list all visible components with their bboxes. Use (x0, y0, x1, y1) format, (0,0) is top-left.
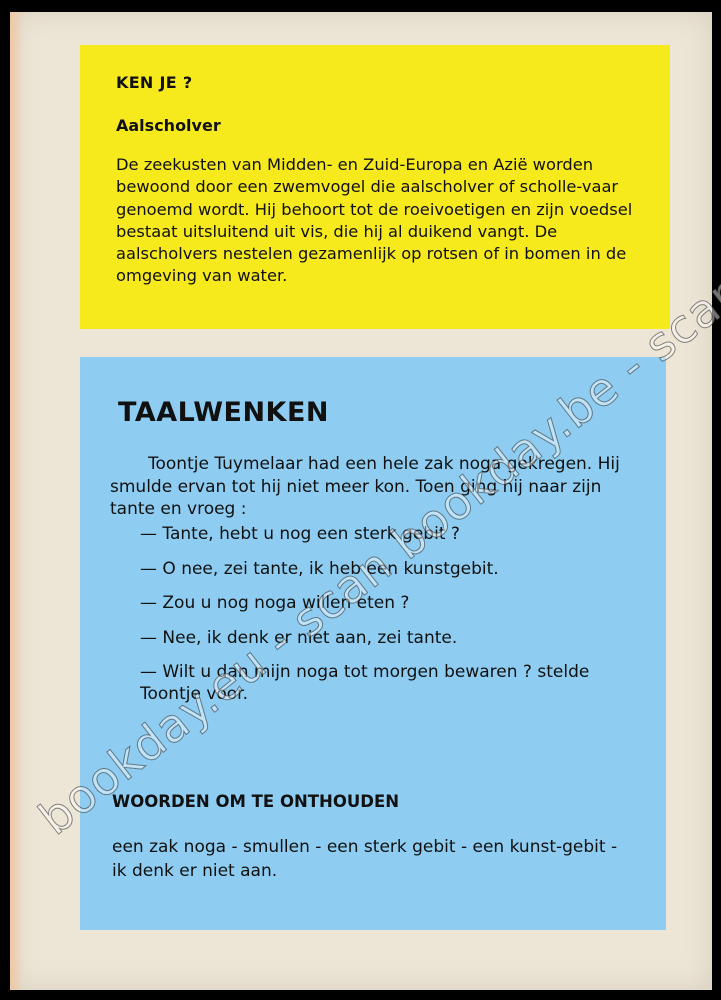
dialogue-line: — Zou u nog noga willen eten ? (140, 593, 410, 613)
language-tips-title: TAALWENKEN (118, 397, 330, 428)
cover-edge (10, 12, 24, 990)
story-intro: Toontje Tuymelaar had een hele zak noga gekregen. Hij smulde ervan tot hij niet meer kon. Toen ging hij naar zijn tante en vroeg : (110, 454, 620, 519)
dialogue-line: — O nee, zei tante, ik heb een kunstgebit. (140, 558, 499, 579)
dialogue-line: — Tante, hebt u nog een sterk gebit ? (140, 524, 460, 544)
did-you-know-box (80, 45, 670, 329)
language-tips-box (80, 357, 666, 930)
dialogue-line: — Nee, ik denk er niet aan, zei tante. (140, 627, 458, 648)
words-to-remember-heading: WOORDEN OM TE ONTHOUDEN (112, 792, 400, 811)
did-you-know-heading: KEN JE ? (116, 73, 193, 92)
words-to-remember-list: een zak noga - smullen - een sterk gebit - een kunst-gebit - ik denk er niet aan. (112, 837, 618, 881)
dialogue-list (110, 523, 640, 705)
topic-title: Aalscholver (116, 116, 221, 135)
dialogue-line: — Wilt u dan mijn noga tot morgen bewaren ? stelde Toontje voor. (140, 662, 590, 704)
watermark-text: bookday.eu - scan bookday.be - scan (28, 261, 721, 846)
topic-description: De zeekusten van Midden- en Zuid-Europa en Azië worden bewoond door een zwemvogel die aalscholver of scholle-vaar genoemd wordt. Hij behoort tot de roeivoetigen en zijn voedsel bestaat uitsluitend uit vis, die hij al duikend vangt. De aalscholvers nestelen gezamenlijk op rotsen of in bomen in de omgeving van water. (116, 155, 633, 286)
